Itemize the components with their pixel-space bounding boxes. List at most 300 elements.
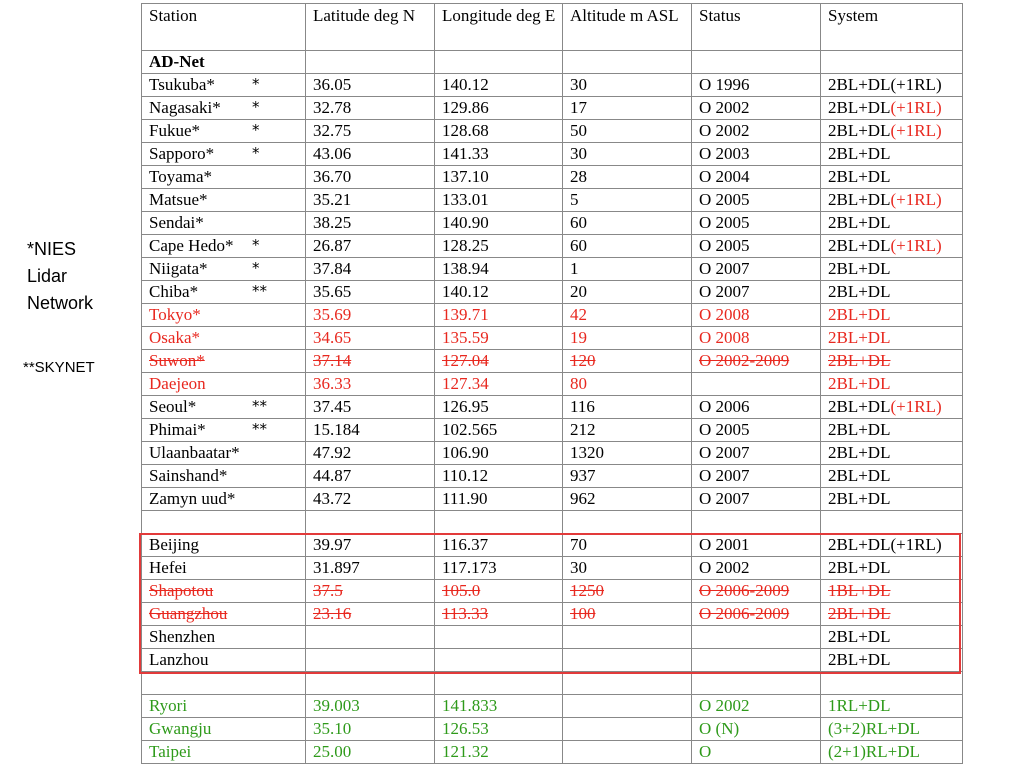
cell-text: 2BL+DL: [828, 420, 891, 439]
table-cell: [435, 649, 563, 672]
cell-text: 25.00: [313, 742, 352, 761]
table-cell: [821, 603, 963, 626]
cell-text: 128.68: [442, 121, 489, 140]
table-cell: [692, 534, 821, 557]
cell-text: O 2002: [699, 696, 750, 715]
spacer-row: [142, 511, 963, 534]
table-cell: [306, 373, 435, 396]
table-cell: [563, 534, 692, 557]
cell-text: 31.897: [313, 558, 360, 577]
cell-text: O 2003: [699, 144, 750, 163]
cell-text: 2BL+DL: [828, 213, 891, 232]
cell-text: 1BL+DL: [828, 581, 891, 600]
cell-text: Sendai*: [149, 213, 204, 232]
table-cell: [306, 672, 435, 695]
table-cell: [563, 120, 692, 143]
cell-text: 141.833: [442, 696, 498, 715]
cell-text: 2BL+DL: [828, 121, 891, 140]
cell-text: 43.06: [313, 144, 352, 163]
cell-text: 32.78: [313, 98, 352, 117]
column-header: Latitude deg N: [306, 4, 435, 51]
cell-text: Cape Hedo*: [149, 236, 234, 255]
table-cell: [692, 626, 821, 649]
station-cell: [142, 327, 306, 350]
cell-text: 1: [570, 259, 579, 278]
cell-text: 1320: [570, 443, 604, 462]
table-row: [142, 189, 963, 212]
table-cell: [435, 626, 563, 649]
table-cell: [306, 212, 435, 235]
cell-text: O 2007: [699, 443, 750, 462]
cell-text: Guangzhou: [149, 604, 228, 623]
station-cell: [142, 258, 306, 281]
cell-text: 2BL+DL: [828, 627, 891, 646]
column-header: Longitude deg E: [435, 4, 563, 51]
table-cell: [692, 580, 821, 603]
table-row: [142, 442, 963, 465]
table-cell: [306, 189, 435, 212]
table-cell: [821, 488, 963, 511]
nies-label-line: Lidar: [27, 266, 68, 286]
table-cell: [306, 51, 435, 74]
cell-text: 35.69: [313, 305, 352, 324]
table-cell: [692, 350, 821, 373]
cell-text: 2BL+DL(+1RL): [828, 535, 942, 554]
system-addon-text: (+1RL): [890, 98, 942, 117]
table-cell: [692, 166, 821, 189]
table-cell: [692, 281, 821, 304]
table-cell: [821, 534, 963, 557]
table-cell: [306, 350, 435, 373]
table-cell: [563, 143, 692, 166]
table-cell: [563, 212, 692, 235]
table-row: [142, 120, 963, 143]
cell-text: 35.21: [313, 190, 352, 209]
cell-text: 2BL+DL: [828, 190, 891, 209]
table-row: [142, 373, 963, 396]
table-cell: [563, 511, 692, 534]
cell-text: 1RL+DL: [828, 696, 891, 715]
table-cell: [563, 695, 692, 718]
cell-text: O 2002: [699, 558, 750, 577]
system-addon-text: (+1RL): [890, 397, 942, 416]
cell-text: 116.37: [442, 535, 489, 554]
station-cell: [142, 626, 306, 649]
table-cell: [435, 189, 563, 212]
cell-text: 39.97: [313, 535, 352, 554]
table-cell: [435, 212, 563, 235]
table-cell: [692, 557, 821, 580]
table-cell: [821, 304, 963, 327]
table-cell: [692, 304, 821, 327]
table-cell: [692, 672, 821, 695]
cell-text: O 2001: [699, 535, 750, 554]
table-cell: [821, 189, 963, 212]
station-cell: [142, 212, 306, 235]
table-cell: [821, 695, 963, 718]
table-cell: [435, 488, 563, 511]
table-cell: [306, 396, 435, 419]
table-cell: [306, 166, 435, 189]
table-cell: [563, 373, 692, 396]
table-cell: [563, 396, 692, 419]
table-cell: [692, 718, 821, 741]
nies-label-line: Network: [27, 293, 94, 313]
cell-text: 141.33: [442, 144, 489, 163]
table-cell: [692, 419, 821, 442]
column-header: Status: [692, 4, 821, 51]
table-cell: [821, 442, 963, 465]
station-cell: [142, 695, 306, 718]
table-cell: [435, 120, 563, 143]
cell-text: O 2006: [699, 397, 750, 416]
station-cell: [142, 373, 306, 396]
cell-text: Zamyn uud*: [149, 489, 236, 508]
table-row: [142, 143, 963, 166]
table-cell: [563, 304, 692, 327]
cell-text: 100: [570, 604, 596, 623]
cell-text: (2+1)RL+DL: [828, 742, 920, 761]
cell-text: 113.33: [442, 604, 489, 623]
table-cell: [306, 281, 435, 304]
cell-text: 19: [570, 328, 587, 347]
network-marker: **: [252, 397, 267, 415]
cell-text: 1250: [570, 581, 604, 600]
cell-text: 30: [570, 558, 587, 577]
cell-text: Niigata*: [149, 259, 208, 278]
table-cell: [692, 143, 821, 166]
table-cell: [692, 488, 821, 511]
table-cell: [692, 741, 821, 764]
table-cell: [306, 626, 435, 649]
cell-text: 30: [570, 75, 587, 94]
table-row: [142, 396, 963, 419]
station-cell: [142, 718, 306, 741]
cell-text: O 2006-2009: [699, 604, 790, 623]
system-addon-text: (+1RL): [890, 121, 942, 140]
cell-text: Tsukuba*: [149, 75, 215, 94]
table-cell: [563, 235, 692, 258]
table-cell: [563, 419, 692, 442]
table-cell: [563, 189, 692, 212]
table-cell: [306, 534, 435, 557]
table-cell: [563, 51, 692, 74]
table-cell: [435, 51, 563, 74]
table-cell: [563, 258, 692, 281]
table-cell: [563, 488, 692, 511]
cell-text: 2BL+DL: [828, 604, 891, 623]
station-cell: [142, 419, 306, 442]
network-marker: **: [252, 282, 267, 300]
cell-text: 42: [570, 305, 587, 324]
table-cell: [821, 258, 963, 281]
cell-text: 126.95: [442, 397, 489, 416]
table-cell: [821, 672, 963, 695]
cell-text: O 2007: [699, 489, 750, 508]
table-cell: [563, 718, 692, 741]
table-row: [142, 350, 963, 373]
cell-text: 116: [570, 397, 595, 416]
cell-text: O 2008: [699, 305, 750, 324]
cell-text: 106.90: [442, 443, 489, 462]
cell-text: Ryori: [149, 696, 188, 715]
cell-text: 2BL+DL: [828, 466, 891, 485]
table-cell: [563, 603, 692, 626]
station-cell: [142, 442, 306, 465]
column-header: Altitude m ASL: [563, 4, 692, 51]
table-cell: [692, 465, 821, 488]
cell-text: Daejeon: [149, 374, 206, 393]
network-marker: *: [252, 75, 260, 93]
table-row: [142, 718, 963, 741]
table-cell: [306, 695, 435, 718]
cell-text: Sapporo*: [149, 144, 215, 163]
table-cell: [435, 419, 563, 442]
table-cell: [435, 580, 563, 603]
cell-text: 37.45: [313, 397, 352, 416]
cell-text: Tokyo*: [149, 305, 201, 324]
cell-text: 35.65: [313, 282, 352, 301]
table-cell: [306, 580, 435, 603]
station-cell: [142, 120, 306, 143]
table-cell: [563, 557, 692, 580]
cell-text: Ulaanbaatar*: [149, 443, 240, 462]
cell-text: O 2005: [699, 190, 750, 209]
cell-text: 135.59: [442, 328, 489, 347]
cell-text: 2BL+DL: [828, 167, 891, 186]
table-cell: [692, 258, 821, 281]
cell-text: 60: [570, 213, 587, 232]
cell-text: Seoul*: [149, 397, 197, 416]
table-row: [142, 534, 963, 557]
table-cell: [821, 580, 963, 603]
table-row: [142, 580, 963, 603]
cell-text: 111.90: [442, 489, 488, 508]
station-cell: [142, 396, 306, 419]
cell-text: 37.84: [313, 259, 352, 278]
cell-text: O 2006-2009: [699, 581, 790, 600]
cell-text: 2BL+DL: [828, 489, 891, 508]
table-cell: [435, 143, 563, 166]
cell-text: O 2002: [699, 98, 750, 117]
table-cell: [306, 465, 435, 488]
table-cell: [692, 396, 821, 419]
cell-text: 36.33: [313, 374, 352, 393]
cell-text: Matsue*: [149, 190, 208, 209]
cell-text: O 2007: [699, 259, 750, 278]
cell-text: 140.12: [442, 282, 489, 301]
table-cell: [306, 557, 435, 580]
cell-text: 2BL+DL: [828, 443, 891, 462]
cell-text: Shenzhen: [149, 627, 216, 646]
table-cell: [692, 603, 821, 626]
table-cell: [435, 166, 563, 189]
table-cell: [435, 511, 563, 534]
table-cell: [435, 534, 563, 557]
table-cell: [306, 649, 435, 672]
table-cell: [563, 580, 692, 603]
cell-text: 105.0: [442, 581, 481, 600]
network-marker: *: [252, 236, 260, 254]
cell-text: 2BL+DL: [828, 351, 891, 370]
network-marker: **: [252, 420, 267, 438]
cell-text: 5: [570, 190, 579, 209]
station-cell: [142, 511, 306, 534]
cell-text: 2BL+DL: [828, 282, 891, 301]
table-cell: [821, 557, 963, 580]
cell-text: 50: [570, 121, 587, 140]
skynet-label: **SKYNET: [23, 359, 95, 376]
table-cell: [692, 120, 821, 143]
table-row: [142, 557, 963, 580]
cell-text: O 2002: [699, 121, 750, 140]
table-row: [142, 97, 963, 120]
table-cell: [821, 327, 963, 350]
station-cell: [142, 672, 306, 695]
table-cell: [563, 626, 692, 649]
cell-text: 117.173: [442, 558, 497, 577]
cell-text: 39.003: [313, 696, 360, 715]
table-row: [142, 419, 963, 442]
table-cell: [821, 511, 963, 534]
cell-text: O 2005: [699, 236, 750, 255]
cell-text: O 2005: [699, 420, 750, 439]
cell-text: Nagasaki*: [149, 98, 221, 117]
table-row: [142, 304, 963, 327]
table-cell: [435, 97, 563, 120]
table-cell: [692, 51, 821, 74]
table-cell: [821, 718, 963, 741]
cell-text: O 2007: [699, 282, 750, 301]
cell-text: 43.72: [313, 489, 352, 508]
cell-text: 36.70: [313, 167, 352, 186]
cell-text: 34.65: [313, 328, 352, 347]
cell-text: 127.04: [442, 351, 489, 370]
cell-text: 17: [570, 98, 587, 117]
table-row: [142, 166, 963, 189]
table-row: [142, 281, 963, 304]
table-cell: [563, 74, 692, 97]
table-cell: [692, 649, 821, 672]
section-row: [142, 51, 963, 74]
table-cell: [435, 718, 563, 741]
table-cell: [306, 74, 435, 97]
cell-text: 2BL+DL: [828, 650, 891, 669]
station-cell: [142, 488, 306, 511]
table-cell: [435, 327, 563, 350]
table-cell: [821, 212, 963, 235]
cell-text: 110.12: [442, 466, 489, 485]
cell-text: 140.90: [442, 213, 489, 232]
cell-text: 133.01: [442, 190, 489, 209]
cell-text: Beijing: [149, 535, 200, 554]
table-cell: [435, 396, 563, 419]
cell-text: 126.53: [442, 719, 489, 738]
table-cell: [821, 649, 963, 672]
table-cell: [435, 741, 563, 764]
table-cell: [306, 741, 435, 764]
spacer-row: [142, 672, 963, 695]
table-cell: [435, 304, 563, 327]
table-cell: [306, 603, 435, 626]
cell-text: O 2005: [699, 213, 750, 232]
table-cell: [435, 74, 563, 97]
table-cell: [563, 327, 692, 350]
cell-text: 47.92: [313, 443, 352, 462]
cell-text: 2BL+DL: [828, 305, 891, 324]
nies-label: [27, 236, 93, 317]
station-cell: [142, 304, 306, 327]
cell-text: 28: [570, 167, 587, 186]
table-cell: [306, 511, 435, 534]
station-cell: [142, 189, 306, 212]
table-cell: [306, 235, 435, 258]
cell-text: 15.184: [313, 420, 360, 439]
table-cell: [821, 281, 963, 304]
table-cell: [306, 488, 435, 511]
cell-text: 30: [570, 144, 587, 163]
cell-text: Phimai*: [149, 420, 206, 439]
cell-text: 129.86: [442, 98, 489, 117]
station-cell: [142, 51, 306, 74]
table-cell: [821, 741, 963, 764]
cell-text: 2BL+DL: [828, 374, 891, 393]
table-cell: [692, 511, 821, 534]
station-table: [141, 3, 963, 764]
cell-text: O (N): [699, 719, 740, 738]
cell-text: O 1996: [699, 75, 750, 94]
table-row: [142, 695, 963, 718]
table-cell: [435, 465, 563, 488]
station-cell: [142, 350, 306, 373]
table-row: [142, 212, 963, 235]
table-cell: [821, 51, 963, 74]
network-marker: *: [252, 259, 260, 277]
table-cell: [692, 373, 821, 396]
cell-text: 80: [570, 374, 587, 393]
table-cell: [692, 212, 821, 235]
table-cell: [435, 373, 563, 396]
cell-text: Suwon*: [149, 351, 205, 370]
cell-text: Lanzhou: [149, 650, 209, 669]
cell-text: Chiba*: [149, 282, 199, 301]
table-cell: [821, 350, 963, 373]
table-cell: [821, 143, 963, 166]
network-marker: *: [252, 144, 260, 162]
table-row: [142, 649, 963, 672]
table-cell: [435, 442, 563, 465]
table-cell: [821, 373, 963, 396]
network-marker: *: [252, 98, 260, 116]
table-row: [142, 74, 963, 97]
table-cell: [821, 97, 963, 120]
table-row: [142, 626, 963, 649]
table-cell: [306, 143, 435, 166]
cell-text: AD-Net: [149, 52, 205, 71]
table-cell: [435, 258, 563, 281]
table-cell: [435, 235, 563, 258]
cell-text: 70: [570, 535, 587, 554]
table-cell: [563, 281, 692, 304]
cell-text: 140.12: [442, 75, 489, 94]
table-cell: [692, 97, 821, 120]
cell-text: (3+2)RL+DL: [828, 719, 920, 738]
table-cell: [563, 97, 692, 120]
column-header: Station: [142, 4, 306, 51]
cell-text: 2BL+DL(+1RL): [828, 75, 942, 94]
cell-text: 962: [570, 489, 596, 508]
cell-text: 121.32: [442, 742, 489, 761]
